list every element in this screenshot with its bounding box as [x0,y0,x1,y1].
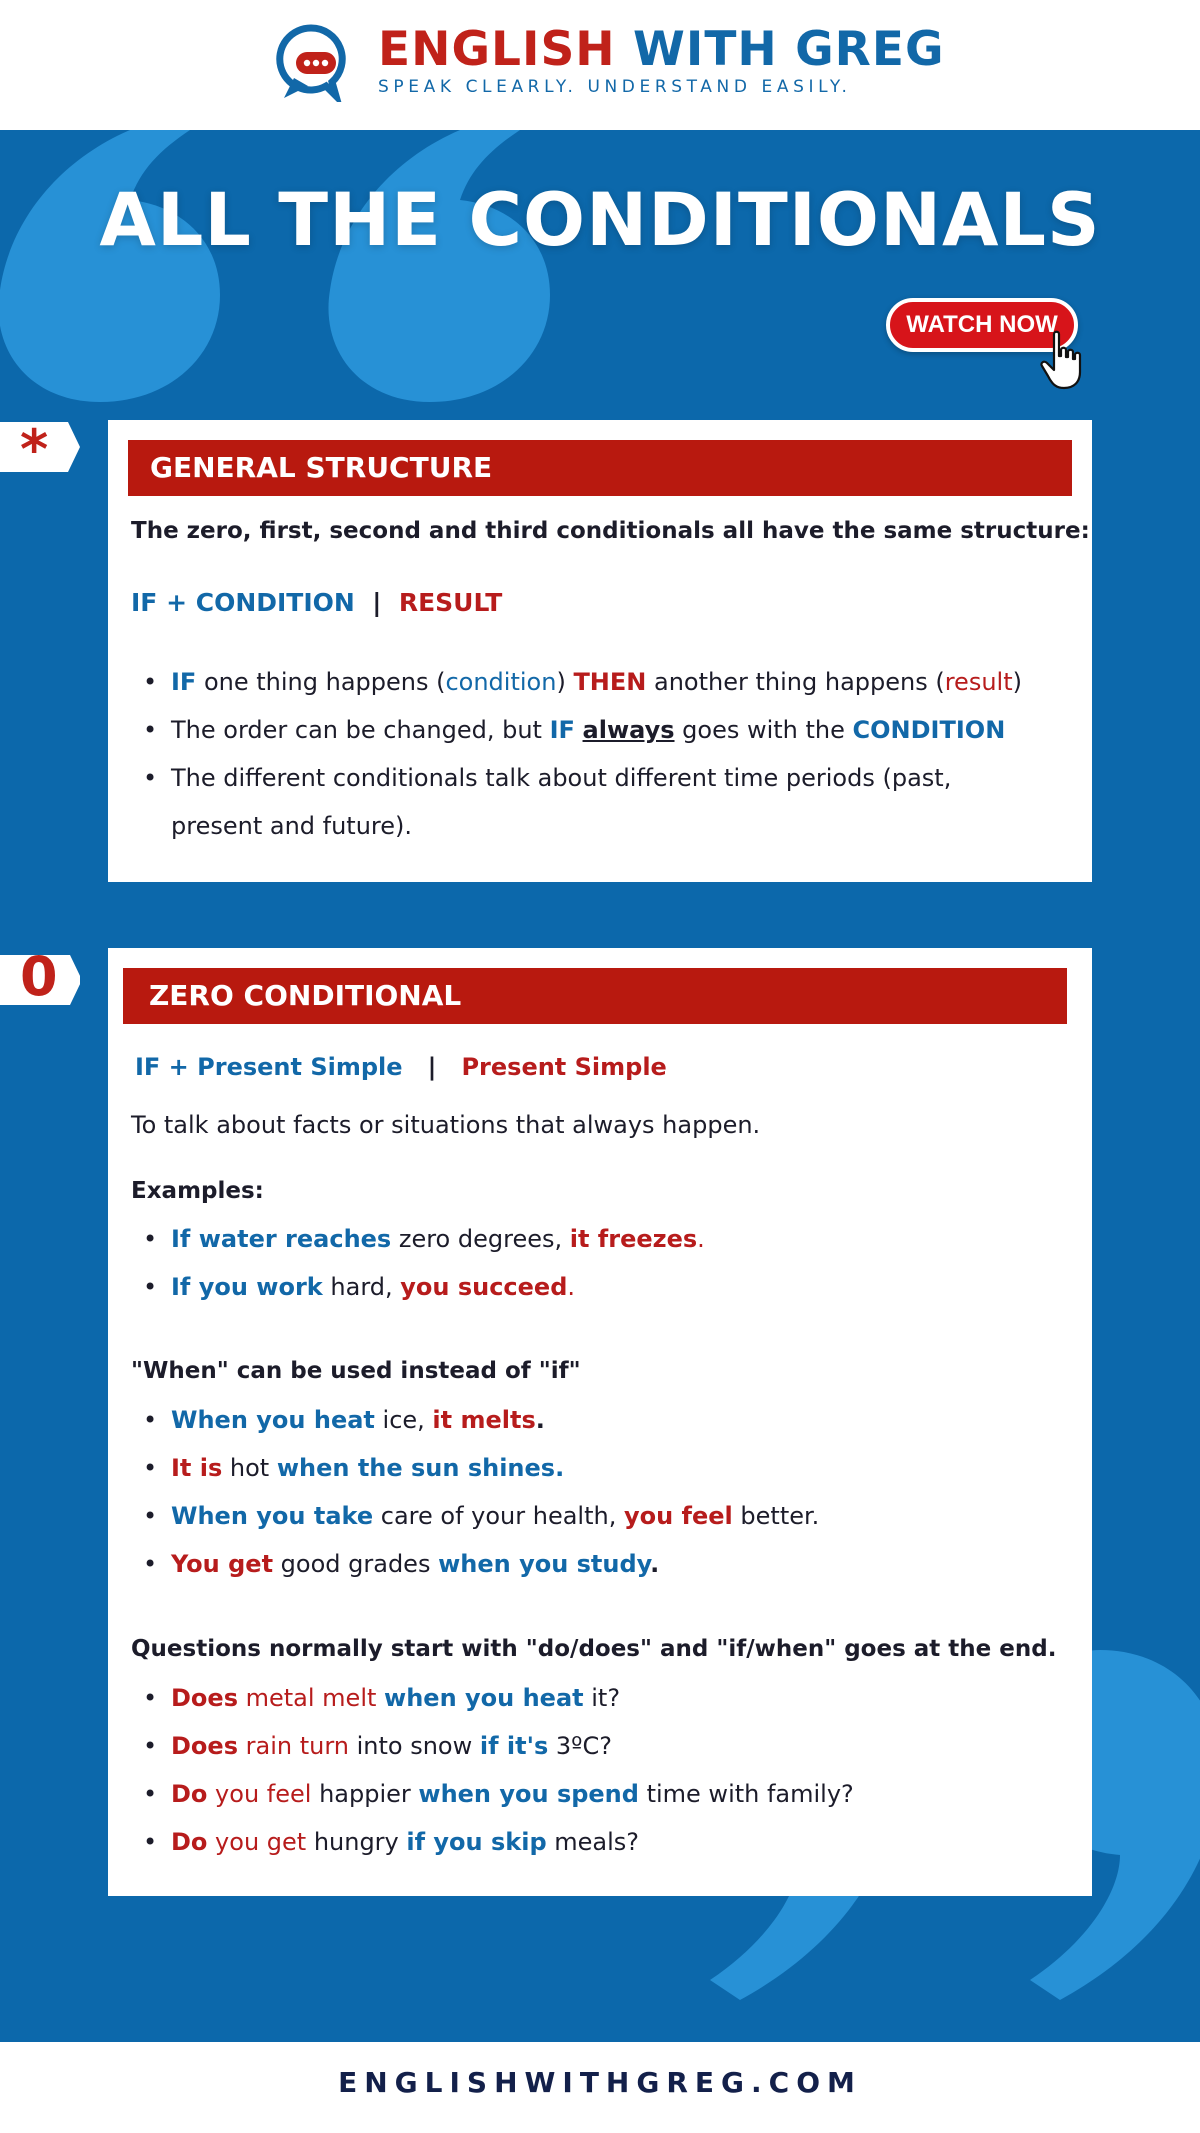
footer-url-link[interactable]: ENGLISHWITHGREG.COM [338,2066,862,2099]
list-item: • Do you feel happier when you spend time with family? [131,1770,854,1818]
examples-label: Examples: [131,1178,264,1204]
list-item: • The different conditionals talk about different time periods (past, present and future). [131,754,1022,850]
list-item: • When you heat ice, it melts. [131,1396,819,1444]
tagline: SPEAK CLEARLY. UNDERSTAND EASILY. [378,77,852,97]
list-item: • If you work hard, you succeed. [131,1263,705,1311]
list-item: • You get good grades when you study. [131,1540,819,1588]
list-item: • If water reaches zero degrees, it freezes. [131,1215,705,1263]
questions-list [131,1674,854,1866]
zero-formula: IF + Present Simple | Present Simple [135,1053,667,1081]
list-item: • When you take care of your health, you feel better. [131,1492,819,1540]
quote-mark-icon [0,130,590,410]
list-item: • It is hot when the sun shines. [131,1444,819,1492]
list-item: • Do you get hungry if you skip meals? [131,1818,854,1866]
watch-now-button[interactable]: WATCH NOW [886,298,1078,352]
zero-tab-label: 0 [20,945,58,1008]
chat-bubble-icon [274,22,348,102]
general-formula: IF + CONDITION | RESULT [131,588,503,617]
general-intro: The zero, first, second and third conditionals all have the same structure: [131,518,1090,544]
list-item: • The order can be changed, but IF always goes with the CONDITION [131,706,1022,754]
when-label: "When" can be used instead of "if" [131,1358,581,1384]
list-item: • Does metal melt when you heat it? [131,1674,854,1722]
zero-conditional-heading: ZERO CONDITIONAL [123,968,1067,1024]
questions-label: Questions normally start with "do/does" and "if/when" goes at the end. [131,1636,1057,1662]
list-item: • Does rain turn into snow if it's 3ºC? [131,1722,854,1770]
pointer-hand-icon [1040,330,1092,390]
general-bullets [131,658,1022,850]
brand-name: ENGLISH WITH GREG [378,22,945,77]
list-item: • IF one thing happens (condition) THEN another thing happens (result) [131,658,1022,706]
site-header [0,0,1200,130]
page-title: ALL THE CONDITIONALS [99,178,1101,263]
asterisk-icon: * [20,418,49,481]
zero-description: To talk about facts or situations that always happen. [131,1111,761,1139]
when-list [131,1396,819,1588]
general-structure-heading: GENERAL STRUCTURE [128,440,1072,496]
examples-list [131,1215,705,1311]
